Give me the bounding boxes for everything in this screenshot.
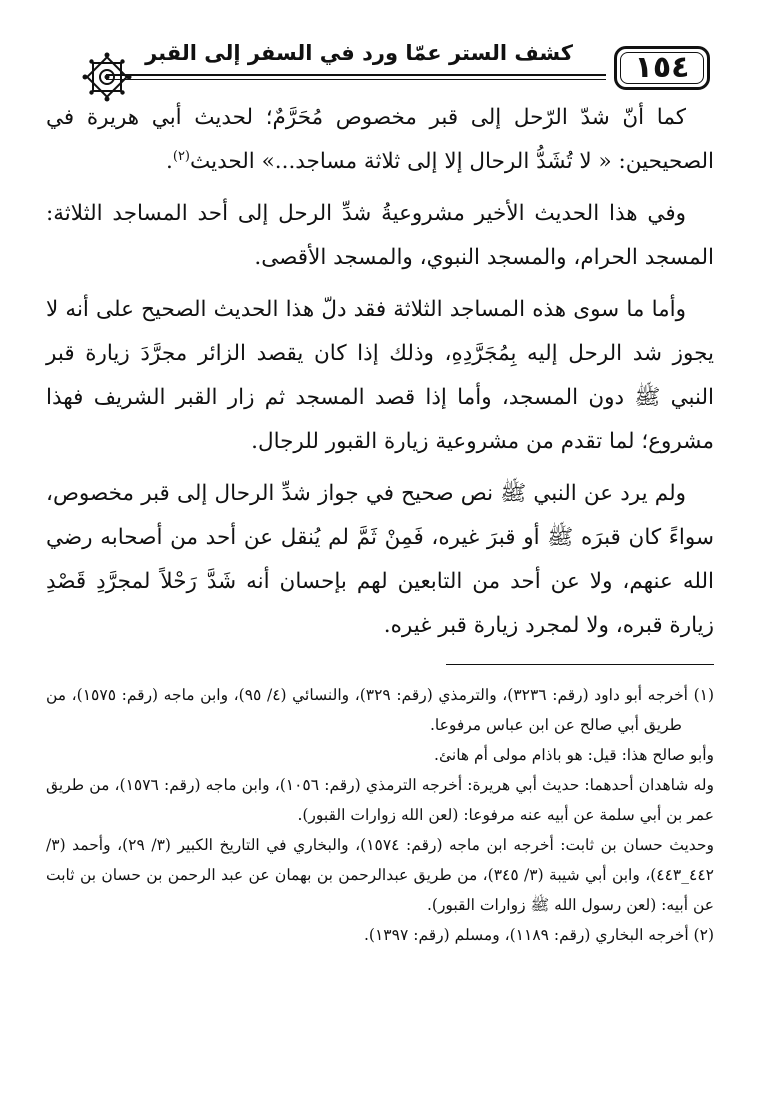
footnote: (٢) أخرجه البخاري (رقم: ١١٨٩)، ومسلم (رقم: ١٣٩٧). <box>364 926 714 944</box>
paragraph: وأما ما سوى هذه المساجد الثلاثة فقد دلّ هذا الحديث الصحيح على أنه لا يجوز شد الرحل إليه بِمُجَرَّدِهِ، وذلك إذا كان يقصد الزائر مجرَّدَ زيارة قبر النبي ﷺ دون المسجد، وأما إذا قصد المسجد ثم زار القبر الشريف فهذا مشروع؛ لما تقدم من مشروعية زيارة القبور للرجال. <box>46 297 714 454</box>
page-header <box>40 34 710 104</box>
paragraph: كما أنّ شدّ الرّحل إلى قبر مخصوص مُحَرَّمٌ؛ لحديث أبي هريرة في الصحيحين: « لا تُشَدُّ الرحال إلا إلى ثلاثة مساجد...» الحديث$^{(٢)}$. <box>46 105 714 174</box>
footnote: وأبو صالح هذا: قيل: هو باذام مولى أم هانئ. <box>434 746 714 764</box>
paragraph-text: كما أنّ شدّ الرّحل إلى قبر مخصوص مُحَرَّمٌ؛ لحديث أبي هريرة في الصحيحين: « لا تُشَدُّ الرحال إلا إلى ثلاثة مساجد...» الحديث <box>46 105 714 174</box>
footnote-separator <box>446 664 714 665</box>
footnote: (١) أخرجه أبو داود (رقم: ٣٢٣٦)، والترمذي (رقم: ٣٢٩)، والنسائي (٤/ ٩٥)، وابن ماجه (رقم: ١٥٧٥)، من طريق أبي صالح عن ابن عباس مرفوعا. <box>46 686 715 734</box>
paragraph: وفي هذا الحديث الأخير مشروعيةُ شدِّ الرحل إلى أحد المساجد الثلاثة: المسجد الحرام، والمسجد النبوي، والمسجد الأقصى. <box>46 201 714 270</box>
page-number-frame <box>614 46 710 90</box>
page-number: ١٥٤ <box>634 50 690 85</box>
header-rule <box>106 74 606 76</box>
footnote: وحديث حسان بن ثابت: أخرجه ابن ماجه (رقم: ١٥٧٤)، والبخاري في التاريخ الكبير (٣/ ٢٩)، وأحمد (٣/ ٤٤٢_٤٤٣)، وابن أبي شيبة (٣/ ٣٤٥)، من طريق عبدالرحمن بن بهمان عن عبد الرحمن بن حسان بن ثابت عن أبيه: (لعن رسول الله ﷺ زوارات القبور). <box>46 836 714 914</box>
running-title: كشف الستر عمّا ورد في السفر إلى القبر <box>145 41 573 65</box>
footnotes <box>46 680 714 950</box>
footnote-reference: (٢) <box>172 148 190 164</box>
header-rule-thin <box>106 79 606 80</box>
main-text <box>46 96 714 656</box>
footnote: وله شاهدان أحدهما: حديث أبي هريرة: أخرجه الترمذي (رقم: ١٠٥٦)، وابن ماجه (رقم: ١٥٧٦)، من طريق عمر بن أبي سلمة عن أبيه عنه مرفوعا: (لعن الله زوارات القبور). <box>46 776 715 824</box>
paragraph: ولم يرد عن النبي ﷺ نص صحيح في جواز شدِّ الرحال إلى قبر مخصوص، سواءً كان قبرَه ﷺ أو قبرَ غيره، فَمِنْ ثَمَّ لم يُنقل عن أحد من أصحابه رضي الله عنهم، ولا عن أحد من التابعين لهم بإحسان أنه شَدَّ رَحْلاً لمجرَّدِ قَصْدِ زيارة قبره، ولا لمجرد زيارة قبر غيره. <box>46 481 714 638</box>
